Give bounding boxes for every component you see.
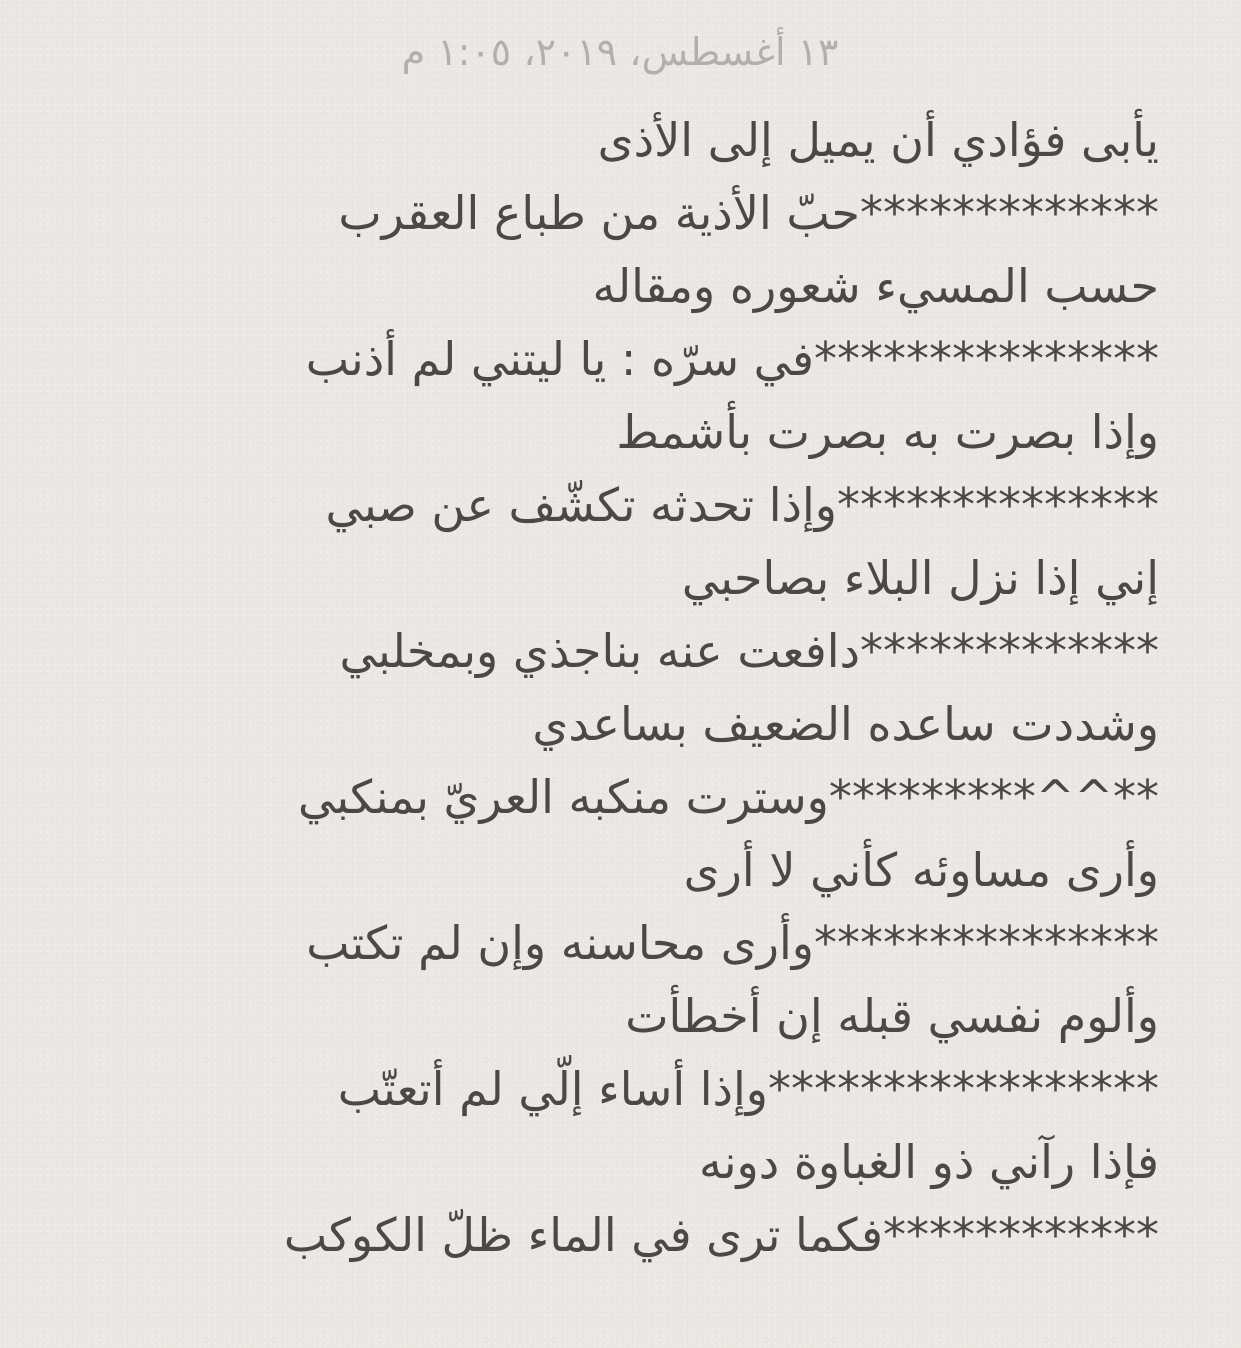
note-line: يأبى فؤادي أن يميل إلى الأذى [597, 113, 1159, 167]
note-line: وإذا بصرت به بصرت بأشمط [616, 405, 1159, 459]
note-line: *****************وإذا أساء إلّي لم أتعتّب [337, 1062, 1159, 1116]
note-line: وأرى مساوئه كأني لا أرى [683, 843, 1159, 897]
note-line: *************حبّ الأذية من طباع العقرب [338, 186, 1159, 240]
note-line: *************دافعت عنه بناجذي وبمخلبي [339, 624, 1159, 678]
note-body[interactable] [39, 104, 1159, 1272]
note-line: ***************في سرّه : يا ليتني لم أذنب [305, 332, 1159, 386]
note-line: **^^*********وسترت منكبه العريّ بمنكبي [297, 770, 1159, 824]
note-line: وألوم نفسي قبله إن أخطأت [625, 989, 1159, 1043]
note-timestamp: ١٣ أغسطس، ٢٠١٩، ١:٠٥ م [401, 30, 839, 74]
note-line: حسب المسيء شعوره ومقاله [592, 259, 1159, 313]
note-line: **************وإذا تحدثه تكشّف عن صبي [325, 478, 1159, 532]
note-line: فإذا رآني ذو الغباوة دونه [699, 1135, 1159, 1189]
note-line: إني إذا نزل البلاء بصاحبي [681, 551, 1159, 605]
note-line: ************فكما ترى في الماء ظلّ الكوكب [283, 1208, 1159, 1262]
note-line: وشددت ساعده الضعيف بساعدي [532, 697, 1159, 751]
note-line: ***************وأرى محاسنه وإن لم تكتب [306, 916, 1159, 970]
